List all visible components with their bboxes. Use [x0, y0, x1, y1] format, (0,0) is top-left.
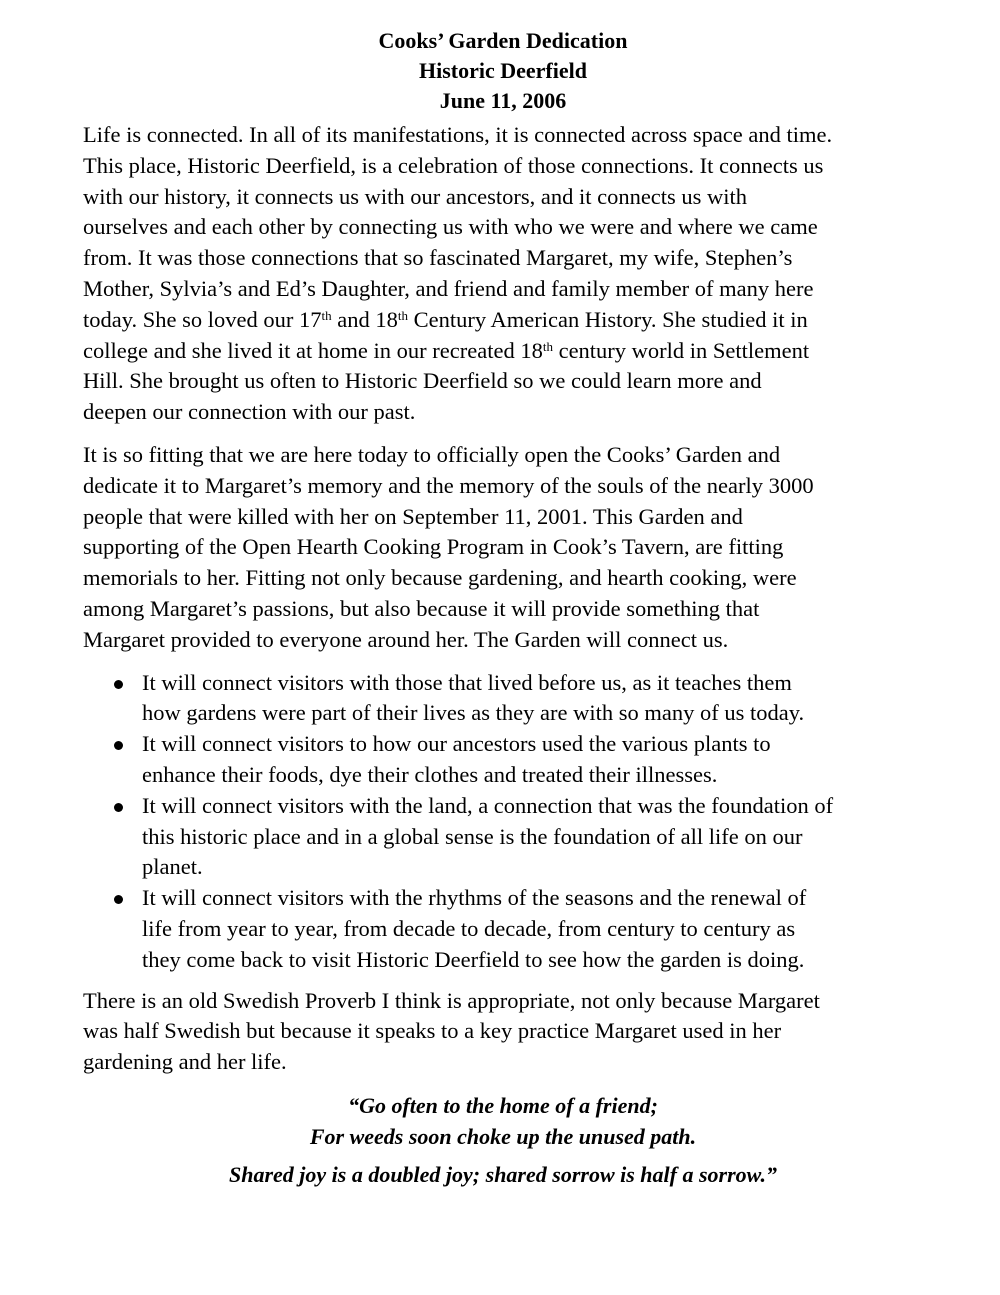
bullet-list [83, 668, 923, 976]
document-title: Cooks’ Garden Dedication [378, 28, 628, 53]
list-item-text: It will connect visitors with those that lived before us, as it teaches them how gardens were part of their lives as they are with so many of us today. [142, 669, 805, 726]
document-body [83, 26, 923, 1190]
list-item [83, 883, 923, 975]
quote-line-3: Shared joy is a doubled joy; shared sorrow is half a sorrow.” [228, 1161, 778, 1187]
bullet-icon [114, 895, 123, 904]
list-item-text: It will connect visitors with the rhythms of the seasons and the renewal of life from year to year, from decade to decade, from century to century as they come back to visit Historic Deerfield to see how the garden is doing. [142, 885, 807, 972]
paragraph-1-text-d: century world in Settlement Hill. She brought us often to Historic Deerfield so we could learn more and deepen our connection with our past. [83, 337, 810, 425]
bullet-icon [114, 803, 123, 812]
list-item [83, 791, 923, 883]
paragraph-2: It is so fitting that we are here today to officially open the Cooks’ Garden and dedicate it to Margaret’s memory and the memory of the souls of the nearly 3000 people that were killed with her on September 11, 2001. This Garden and supporting of the Open Hearth Cooking Program in Cook’s Tavern, are fitting memorials to her. Fitting not only because gardening, and hearth cooking, were among Margaret’s passions, but also because it will provide something that Margaret provided to everyone around her. The Garden will connect us. [83, 441, 814, 652]
bullet-icon [114, 741, 123, 750]
list-item-text: It will connect visitors to how our ancestors used the various plants to enhance their foods, dye their clothes and treated their illnesses. [142, 731, 771, 787]
document-date: June 11, 2006 [439, 88, 567, 113]
list-item [83, 668, 923, 730]
paragraph-3: There is an old Swedish Proverb I think is appropriate, not only because Margaret was half Swedish but because it speaks to a key practice Margaret used in her gardening and her life. [83, 987, 820, 1075]
paragraph-1-text-c: Century American History. She studied it in college and she lived it at home in our recreated 18 [83, 306, 808, 363]
document-location: Historic Deerfield [419, 58, 587, 83]
bullet-icon [114, 680, 123, 689]
quote-line-1: “Go often to the home of a friend; [348, 1092, 658, 1118]
superscript-th-1: th [321, 307, 332, 323]
superscript-th-3: th [542, 338, 553, 354]
document-header [83, 26, 923, 116]
superscript-th-2: th [397, 307, 409, 323]
list-item-text: It will connect visitors with the land, a connection that was the foundation of this historic place and in a global sense is the foundation of all life on our planet. [142, 792, 834, 880]
proverb-quote [83, 1090, 923, 1190]
paragraph-1 [83, 120, 923, 428]
paragraph-1-text-a: Life is connected. In all of its manifestations, it is connected across space and time. This place, Historic Deerfield, is a celebration of those connections. It connects us with our history, it connects us with our ancestors, and it connects us with ourselves and each other by connecting us with who we were and where we came from. It was those connections that so fascinated Margaret, my wife, Stephen’s Mother, Sylvia’s and Ed’s Daughter, and friend and family member of many here today. She so loved our 17 [83, 122, 833, 332]
paragraph-1-text-b: and 18 [331, 306, 398, 332]
list-item [83, 729, 923, 791]
quote-line-2: For weeds soon choke up the unused path. [309, 1123, 697, 1149]
